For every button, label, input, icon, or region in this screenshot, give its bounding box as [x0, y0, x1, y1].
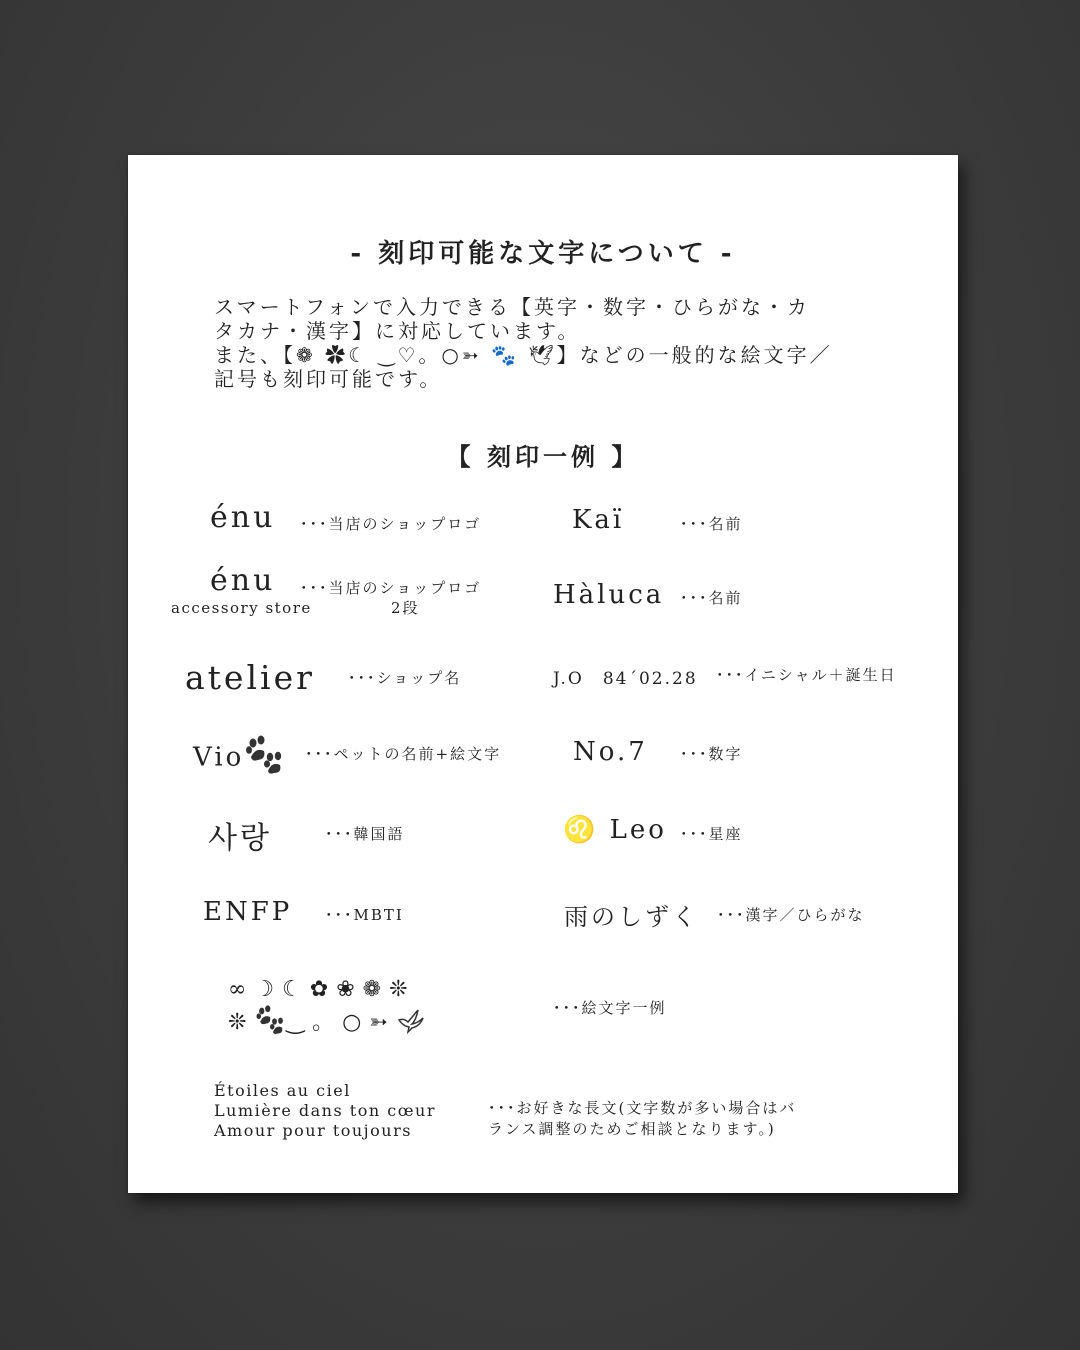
example-enu-desc: ･･･当店のショップロゴ — [300, 515, 482, 533]
emoji-examples-line-2 — [228, 1005, 426, 1041]
example-mbti-desc: ･･･MBTI — [325, 906, 404, 924]
emoji-examples-desc: ･･･絵文字一例 — [553, 999, 667, 1017]
example-french-text — [214, 1081, 436, 1141]
example-enu-two-tier: énu — [210, 563, 276, 598]
french-line: Étoiles au ciel — [214, 1081, 351, 1100]
example-no7: No.7 — [573, 737, 648, 767]
example-enu: énu — [210, 500, 276, 535]
example-haluca: Hàluca — [553, 580, 665, 610]
example-haluca-desc: ･･･名前 — [680, 589, 743, 607]
example-vio-desc: ･･･ペットの名前+絵文字 — [305, 745, 502, 763]
french-line: Lumière dans ton cœur — [214, 1101, 436, 1120]
example-japanese-desc: ･･･漢字／ひらがな — [717, 906, 865, 924]
long-desc-line: ･･･お好きな長文(文字数が多い場合はバ — [488, 1099, 797, 1117]
example-atelier-desc: ･･･ショップ名 — [348, 669, 462, 687]
french-line: Amour pour toujours — [214, 1121, 412, 1140]
example-initials-birthday: J.O 84´02.28 — [553, 669, 698, 689]
example-french-desc — [488, 1098, 796, 1140]
intro-line: 記号も刻印可能です。 — [214, 367, 443, 391]
paw-icon — [254, 1005, 286, 1041]
page-title: - 刻印可能な文字について - — [350, 239, 736, 269]
dove-icon — [396, 1006, 426, 1040]
example-initials-birthday-desc: ･･･イニシャル＋誕生日 — [716, 666, 897, 684]
intro-line: スマートフォンで入力できる【英字・数字・ひらがな・カ — [214, 295, 810, 319]
examples-heading: 【 刻印一例 】 — [446, 442, 640, 471]
paw-icon — [244, 735, 284, 782]
example-mbti: ENFP — [203, 897, 293, 927]
emoji-examples-line-1: ∞☽☾✿❀❁❊ — [228, 977, 416, 1002]
example-enu-two-tier-desc: ･･･当店のショップロゴ — [300, 579, 482, 597]
example-leo: ♌ Leo — [563, 815, 667, 845]
example-korean: 사랑 — [208, 821, 272, 856]
example-kai-desc: ･･･名前 — [680, 515, 743, 533]
engraving-info-card — [128, 155, 958, 1193]
emoji-asterisk: ❊ — [228, 1010, 255, 1035]
example-vio-text: Vio — [193, 742, 245, 773]
example-korean-desc: ･･･韓国語 — [325, 825, 405, 843]
example-japanese: 雨のしずく — [564, 903, 699, 931]
example-no7-desc: ･･･数字 — [680, 745, 743, 763]
example-kai: Kaï — [572, 505, 625, 535]
long-desc-line: ランス調整のためご相談となります。) — [488, 1120, 776, 1138]
intro-line: タカナ・漢字】に対応しています。 — [214, 319, 581, 343]
example-leo-desc: ･･･星座 — [680, 825, 743, 843]
example-enu-subline: accessory store — [171, 599, 312, 617]
example-enu-two-tier-desc2: 2段 — [391, 599, 420, 617]
example-vio — [193, 735, 284, 782]
intro-text — [214, 295, 833, 391]
emoji-misc: ‿。○➳ — [286, 1010, 396, 1035]
intro-line: また、【❁ ✿☾ ‿♡。○➳ 🐾 🕊】などの一般的な絵文字／ — [214, 343, 833, 367]
example-atelier: atelier — [185, 658, 315, 697]
